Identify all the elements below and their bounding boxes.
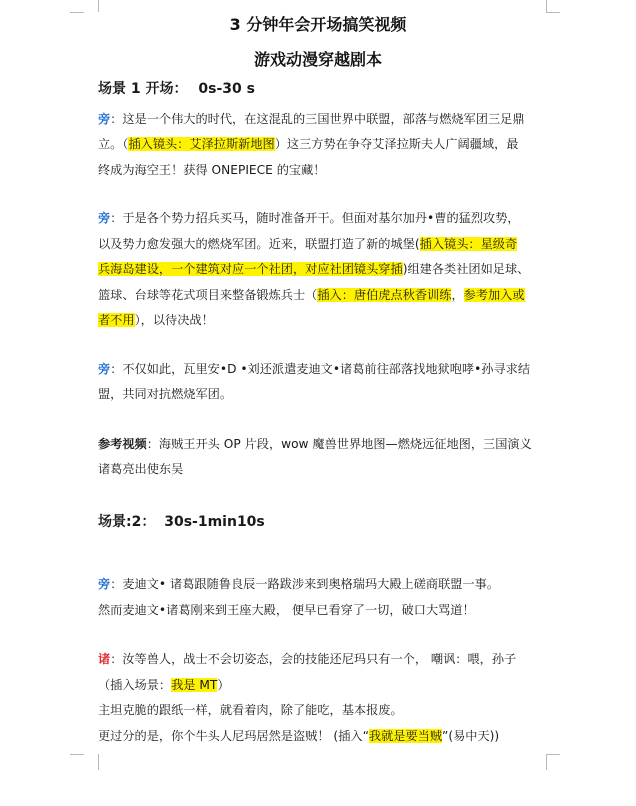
scene1-p1-line1: [98, 111, 525, 127]
scene1-heading-label: 场景 1 开场：: [98, 81, 188, 97]
document-subtitle: 游戏动漫穿越剧本: [253, 50, 382, 69]
highlighted-text: 者不用: [98, 313, 135, 327]
scene1-p2-line1: [98, 210, 520, 226]
scene2-p2-line2: [98, 677, 230, 693]
paragraph-text: ）: [217, 678, 230, 692]
paragraph-text: ：于是各个势力招兵买马，随时准备开干。但面对基尔加丹•曹的猛烈攻势，: [110, 211, 520, 225]
scene2-p2-line3: 主坦克脆的跟纸一样，就看着肉，除了能吃，基本报废。: [98, 703, 403, 717]
speaker-label: 旁: [98, 577, 111, 591]
scene2-heading-time: 30s-1min10s: [164, 514, 265, 530]
scene2-p2-line1: [98, 651, 516, 667]
paragraph-text: ：这是一个伟大的时代，在这混乱的三国世界中联盟，部落与燃烧军团三足鼎: [110, 112, 525, 126]
speaker-label: 旁: [98, 362, 111, 376]
scene2-heading: [98, 514, 265, 530]
scene1-heading-time: 0s-30 s: [198, 81, 255, 97]
scene1-p1-line3: 终成为海空王！获得 ONEPIECE 的宝藏！: [98, 163, 326, 177]
crop-mark-bottom-right: [546, 754, 561, 770]
paragraph-text: ：汝等兽人，战士不会切姿态，会的技能还尼玛只有一个， 嘲讽：喂，孙子: [110, 652, 517, 666]
scene1-p1-line2: [98, 136, 518, 152]
document-title: 3 分钟年会开场搞笑视频: [229, 15, 407, 34]
scene1-p2-line2: [98, 236, 517, 252]
highlighted-text: 插入镜头：艾泽拉斯新地图: [128, 137, 275, 151]
crop-mark-top-right: [546, 0, 561, 12]
paragraph-text: 更过分的是，你个牛头人尼玛居然是盗贼！ (插入“: [98, 729, 369, 743]
scene1-p2-line3: [98, 261, 529, 277]
paragraph-text: ）这三方势在争夺艾泽拉斯夫人广阔疆域，最: [274, 137, 519, 151]
crop-mark-bottom-left: [84, 754, 99, 770]
paragraph-text: 立。（: [98, 137, 129, 151]
scene2-p1-line2: 然而麦迪文•诸葛刚来到王座大殿， 便早已看穿了一切，破口大骂道！: [98, 603, 475, 617]
highlighted-text: 我就是要当贼: [368, 729, 443, 743]
paragraph-text: ），以待决战！: [134, 313, 214, 327]
paragraph-text: ：不仅如此，瓦里安•D •刘还派遣麦迪文•诸葛前往部落找地狱咆哮•孙寻求结: [110, 362, 531, 376]
highlighted-text: 插入：唐伯虎点秋香训练: [317, 288, 452, 302]
reference-video-line1: [98, 436, 532, 452]
crop-mark-top-left: [84, 0, 99, 12]
speaker-label: 旁: [98, 211, 111, 225]
paragraph-text: （插入场景：: [98, 678, 172, 692]
paragraph-text: ：麦迪文• 诸葛跟随鲁良辰一路跋涉来到奥格瑞玛大殿上磋商联盟一事。: [110, 577, 500, 591]
scene1-p2-line4: [98, 287, 525, 303]
scene1-p3-line2: 盟，共同对抗燃烧军团。: [98, 387, 233, 401]
scene1-p2-line5: [98, 312, 214, 328]
paragraph-text: ，: [451, 288, 464, 302]
highlighted-text: 兵海岛建设，一个建筑对应一个社团，对应社团镜头穿插: [98, 262, 403, 276]
paragraph-text: 以及势力愈发强大的燃烧军团。近来，联盟打造了新的城堡(: [98, 237, 420, 251]
reference-label: 参考视频: [98, 437, 147, 451]
highlighted-text: 我是 MT: [171, 678, 218, 692]
scene2-heading-label: 场景:2：: [98, 514, 156, 530]
scene2-p2-line4: [98, 728, 499, 744]
highlighted-text: 参考加入或: [463, 288, 525, 302]
paragraph-text: 篮球、台球等花式项目来整备锻炼兵士（: [98, 288, 318, 302]
crop-mark-bottom-right-h: [546, 754, 560, 755]
speaker-label: 诸: [98, 652, 111, 666]
crop-mark-bottom-left-h: [70, 754, 84, 755]
paragraph-text: ：海贼王开头 OP 片段，wow 魔兽世界地图—燃烧远征地图，三国演义: [146, 437, 532, 451]
speaker-label: 旁: [98, 112, 111, 126]
reference-video-line2: 诸葛亮出使东吴: [98, 462, 184, 476]
scene1-heading: [98, 81, 255, 97]
paragraph-text: ”(易中天)): [442, 729, 500, 743]
scene1-p3-line1: [98, 361, 530, 377]
scene2-p1-line1: [98, 576, 499, 592]
highlighted-text: 插入镜头：星级奇: [419, 237, 518, 251]
paragraph-text: )组建各类社团如足球、: [402, 262, 530, 276]
